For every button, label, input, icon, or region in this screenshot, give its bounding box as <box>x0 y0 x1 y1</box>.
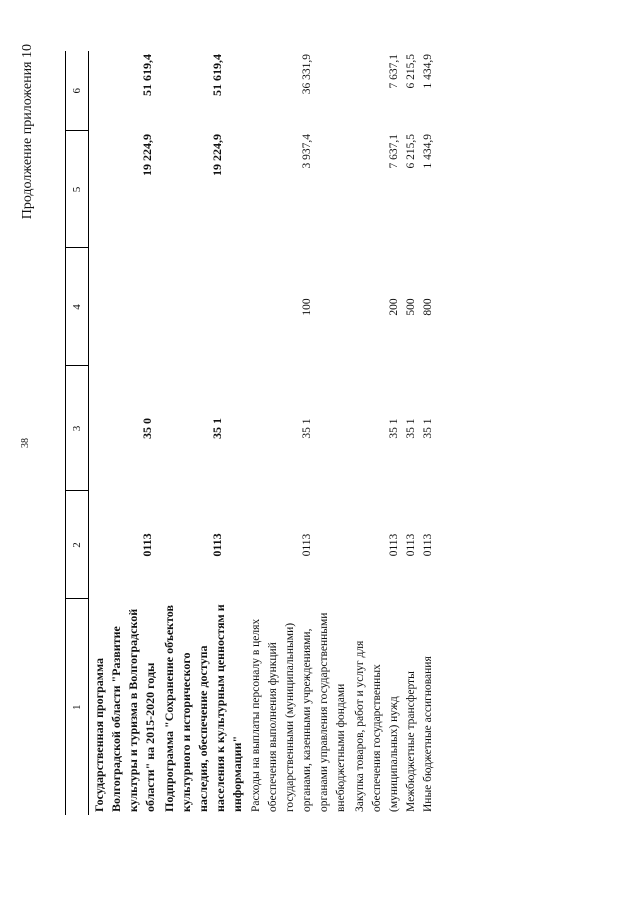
section-code: 0113 <box>422 533 434 557</box>
amount-col6: 51 619,4 <box>210 54 224 96</box>
expense-type: 800 <box>422 298 434 316</box>
amount-col6: 6 215,5 <box>405 54 417 89</box>
target-code: 35 1 <box>422 418 434 439</box>
header-cell: 3 <box>66 366 89 491</box>
row-name: Межбюджетные трансферты <box>405 671 417 812</box>
target-code: 35 1 <box>301 418 313 439</box>
row-name: Расходы на выплаты персоналу в целях обеспечения выполнения функций государственными (муниципальными) органами, казенными учреждениями, органами управления государственными внебюджетными фондами <box>250 612 347 812</box>
target-code: 35 1 <box>405 418 417 439</box>
amount-col5: 3 937,4 <box>301 134 313 169</box>
target-code: 35 1 <box>210 418 224 439</box>
budget-table <box>65 51 437 815</box>
table-row <box>246 51 350 815</box>
header-cell: 4 <box>66 248 89 366</box>
section-code: 0113 <box>210 533 224 557</box>
target-code: 35 1 <box>388 418 400 439</box>
header-cell: 5 <box>66 131 89 248</box>
row-name: Закупка товаров, работ и услуг для обеспечения государственных (муниципальных) нужд <box>354 640 400 812</box>
amount-col6: 1 434,9 <box>422 54 434 89</box>
header-cell: 1 <box>66 599 89 815</box>
expense-type <box>89 248 160 366</box>
expense-type <box>159 248 246 366</box>
table-header-row <box>66 51 89 815</box>
section-code: 0113 <box>405 533 417 557</box>
amount-col6: 7 637,1 <box>388 54 400 89</box>
continuation-note: Продолжение приложения 10 <box>20 44 35 220</box>
expense-type: 200 <box>388 298 400 316</box>
row-name: Государственная программа Волгоградской области "Развитие культуры и туризма в Волгоградской области" на 2015-2020 годы <box>92 608 157 812</box>
amount-col5: 1 434,9 <box>422 134 434 169</box>
table-row <box>420 51 437 815</box>
table-row <box>403 51 420 815</box>
target-code: 35 0 <box>140 418 154 439</box>
expense-type: 500 <box>405 298 417 316</box>
header-cell: 6 <box>66 51 89 131</box>
section-code: 0113 <box>301 533 313 557</box>
expense-type: 100 <box>301 298 313 316</box>
amount-col5: 7 637,1 <box>388 134 400 169</box>
page-number: 38 <box>20 438 31 448</box>
amount-col6: 51 619,4 <box>140 54 154 96</box>
table-row <box>350 51 403 815</box>
amount-col5: 19 224,9 <box>140 134 154 176</box>
section-code: 0113 <box>388 533 400 557</box>
section-code: 0113 <box>140 533 154 557</box>
row-name: Подпрограмма "Сохранение объектов культурного и исторического наследия, обеспечение доступа населения к культурным ценностям и информации" <box>162 604 244 812</box>
amount-col6: 36 331,9 <box>301 54 313 95</box>
table-row <box>159 51 246 815</box>
amount-col5: 19 224,9 <box>210 134 224 176</box>
amount-col5: 6 215,5 <box>405 134 417 169</box>
table-row <box>89 51 160 815</box>
header-cell: 2 <box>66 491 89 599</box>
row-name: Иные бюджетные ассигнования <box>422 656 434 812</box>
